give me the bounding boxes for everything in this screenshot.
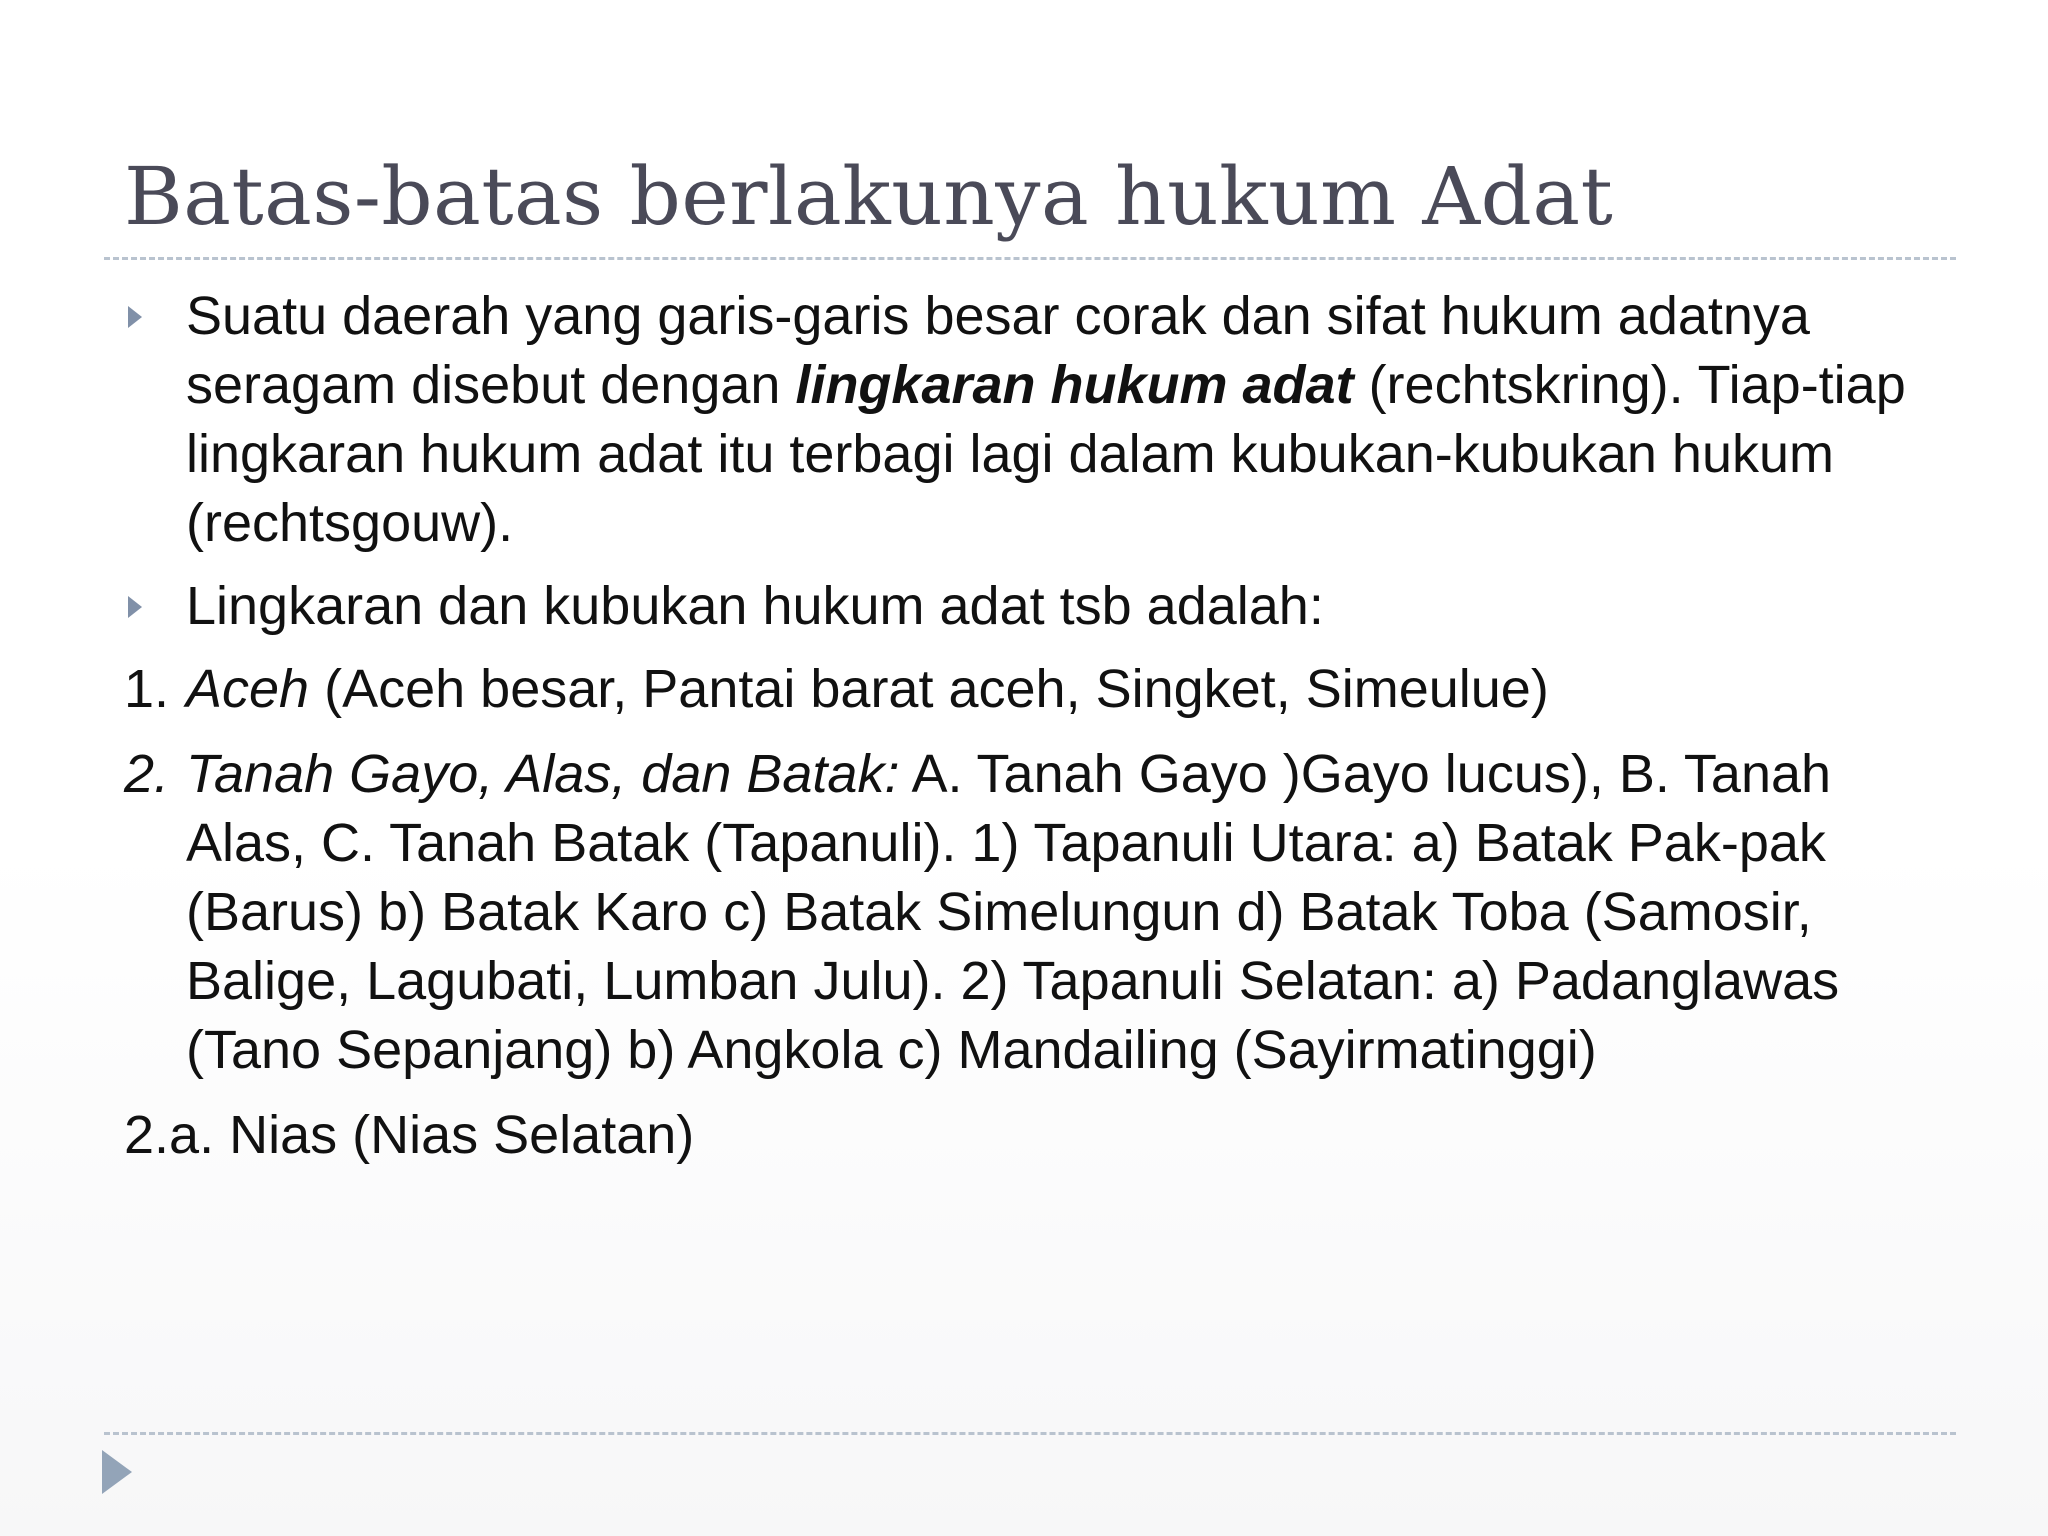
title-divider bbox=[104, 257, 1956, 260]
numbered-italic: Aceh bbox=[186, 659, 310, 719]
bullet-item-2 bbox=[124, 572, 1944, 641]
slide-body bbox=[124, 282, 1944, 1186]
numbered-item-3 bbox=[124, 1101, 1944, 1170]
slide-title: Batas-batas berlakunya hukum Adat bbox=[124, 150, 1614, 243]
numbered-item-1 bbox=[124, 655, 1944, 724]
numbered-text: Nias (Nias Selatan) bbox=[229, 1105, 695, 1165]
bullet-text: Lingkaran dan kubukan hukum adat tsb adalah: bbox=[186, 576, 1324, 636]
footer-divider bbox=[104, 1432, 1956, 1435]
numbered-label: 2.a. bbox=[124, 1105, 215, 1165]
numbered-italic: Tanah Gayo, Alas, dan Batak: bbox=[186, 744, 900, 804]
triangle-corner-icon bbox=[102, 1450, 132, 1494]
numbered-label: 2. bbox=[124, 744, 170, 804]
triangle-bullet-icon bbox=[128, 596, 142, 618]
bullet-text-after: (rechtskring). Tiap-tiap lingkaran hukum adat itu terbagi lagi dalam kubukan-kubukan hukum (rechtsgouw). bbox=[186, 355, 1906, 553]
numbered-text: (Aceh besar, Pantai barat aceh, Singket, Simeulue) bbox=[309, 659, 1549, 719]
numbered-text: A. Tanah Gayo )Gayo lucus), B. Tanah Alas, C. Tanah Batak (Tapanuli). 1) Tapanuli Utara: a) Batak Pak-pak (Barus) b) Batak Karo c) Batak Simelungun d) Batak Toba (Samosir, Balige, Lagubati, Lumban Julu). 2) Tapanuli Selatan: a) Padanglawas (Tano Sepanjang) b) Angkola c) Mandailing (Sayirmatinggi) bbox=[186, 744, 1840, 1080]
triangle-bullet-icon bbox=[128, 306, 142, 328]
bullet-emphasis: lingkaran hukum adat bbox=[795, 355, 1354, 415]
numbered-item-2 bbox=[124, 740, 1944, 1085]
bullet-item-1 bbox=[124, 282, 1944, 558]
numbered-label: 1. bbox=[124, 659, 170, 719]
bullet-text-before: Suatu daerah yang garis-garis besar corak dan sifat hukum adatnya seragam disebut dengan bbox=[186, 286, 1810, 415]
